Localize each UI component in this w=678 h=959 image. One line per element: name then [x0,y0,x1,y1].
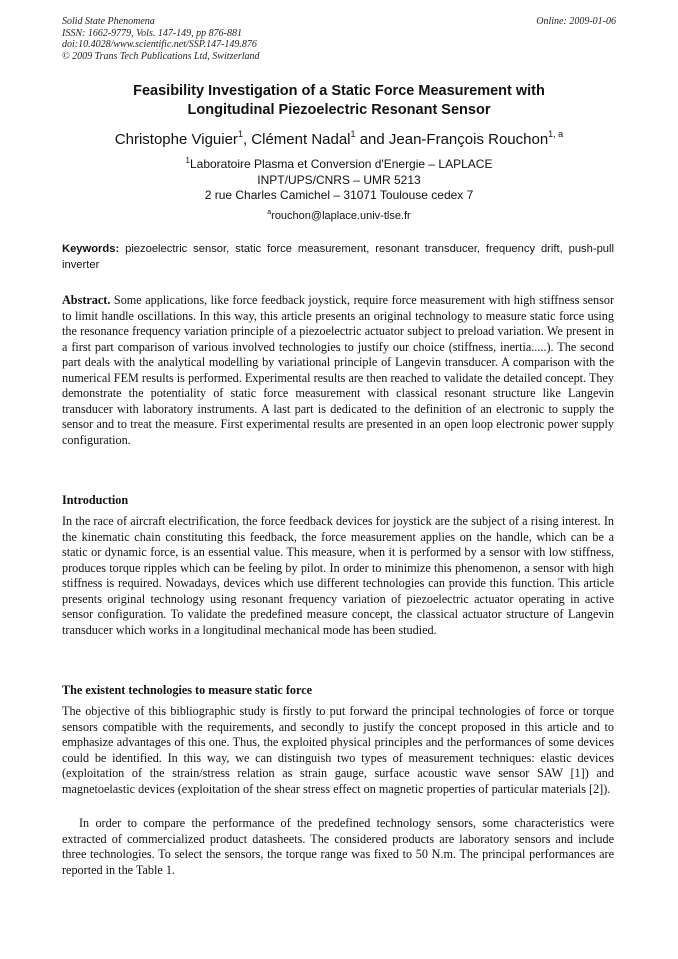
section-paragraph-2: In order to compare the performance of the predefined technology sensors, some characteristics were extracted of commercialized product datasheets. The considered products are laboratory sensors and include three technologies. To select the sensors, the torque range was fixed to 50 N.m. The principal performances are reported in the Table 1. [62,816,614,877]
author-2: Clément Nadal [251,131,351,148]
contact-email-line [62,209,616,223]
introduction-text: In the race of aircraft electrification, the force feedback devices for joystick are the subject of a rising interest. In the kinematic chain constituting this feedback, the force measurement applies on the handle, which can be a static or dynamic force, is an essential value. This measure, when it is performed by a sensor with low stiffness, produces torque ripples which can be feeling by pilot. In order to minimize this phenomenon, a sensor with high stiffness is required. Nowadays, devices which use different technologies can provide this function. This article presents original technology using resonant frequency variation of piezoelectric actuator operating in active sensor configuration. To validate the predefined measure concept, the classical actuator structure of Langevin transducer which works in a longitudinal mechanical mode has been studied. [62,514,614,637]
abstract-text: Some applications, like force feedback joystick, require force measurement with high stiffness sensor to limit handle oscillations. In this way, this article presents an original technology to measure static force using the resonance frequency variation principle of a piezoelectric actuator subject to preload variation. We present in a first part comparison of various involved technologies to justify our choice (stiffness, inertia.....). The second part deals with the analytical modelling by variational principle of Langevin transducer. A comparison with the numerical FEM results is performed. Experimental results are then reached to validate the detailed concept. They demonstrate the potentiality of static force measurement with classical resonant structure like Langevin transducer with laboratory instruments. A last part is dedicated to the definition of an electronic to supply the sensor and to treat the measure. First experimental results are presented in an open loop electronic power supply configuration. [62,293,615,447]
title-line-1: Feasibility Investigation of a Static Force Measurement with [133,83,545,99]
affiliation-marker: 1 [185,156,190,165]
affiliation-address: 2 rue Charles Camichel – 31071 Toulouse cedex 7 [204,188,474,202]
title-line-2: Longitudinal Piezoelectric Resonant Sensor [187,102,491,118]
keywords-text: piezoelectric sensor, static force measurement, resonant transducer, frequency drift, push-pull inverter [62,243,614,271]
keywords-label: Keywords: [62,243,120,255]
abstract-label: Abstract. [62,293,111,307]
introduction-heading: Introduction [62,493,129,507]
abstract-block [62,293,614,448]
author-2-affil: 1 [350,129,356,139]
author-list [62,130,616,150]
paper-title [62,82,616,120]
author-3: Jean-François Rouchon [388,131,549,148]
affiliation-lab: Laboratoire Plasma et Conversion d'Energie – LAPLACE [189,157,493,171]
keywords-block [62,242,614,273]
contact-email: rouchon@laplace.univ-tlse.fr [271,210,411,222]
author-1-affil: 1 [237,129,243,139]
author-3-affil: 1, a [548,129,564,139]
online-date: Online: 2009-01-06 [536,16,616,27]
author-separator: , [242,131,252,148]
journal-issn: ISSN: 1662-9779, Vols. 147-149, pp 876-881 [62,27,242,39]
section-paragraph-1: The objective of this bibliographic study is firstly to put forward the principal technologies of force or torque sensors compatible with the requirements, and secondly to justify the concept proposed in this article and to emphasize advantages of this one. Thus, the exploited physical principles and the performances of some devices could be identified. In this way, we can distinguish two types of measurement techniques: elastic devices (exploitation of the strain/stress relation as strain gauge, surface acoustic wave sensor SAW [1]) and magnetoelastic devices (exploitation of the shear stress effect on magnetic properties of particular materials [2]). [62,704,614,796]
affiliation-unit: INPT/UPS/CNRS – UMR 5213 [257,172,421,187]
journal-doi: doi:10.4028/www.scientific.net/SSP.147-149.876 [62,39,257,50]
journal-copyright: © 2009 Trans Tech Publications Ltd, Switzerland [62,50,260,62]
affiliation [62,157,616,204]
section-heading-existent-technologies: The existent technologies to measure static force [62,683,313,697]
email-marker: a [267,209,272,216]
author-and: and [355,131,389,148]
journal-name: Solid State Phenomena [62,16,155,27]
journal-header [62,16,616,62]
author-1: Christophe Viguier [114,131,238,148]
